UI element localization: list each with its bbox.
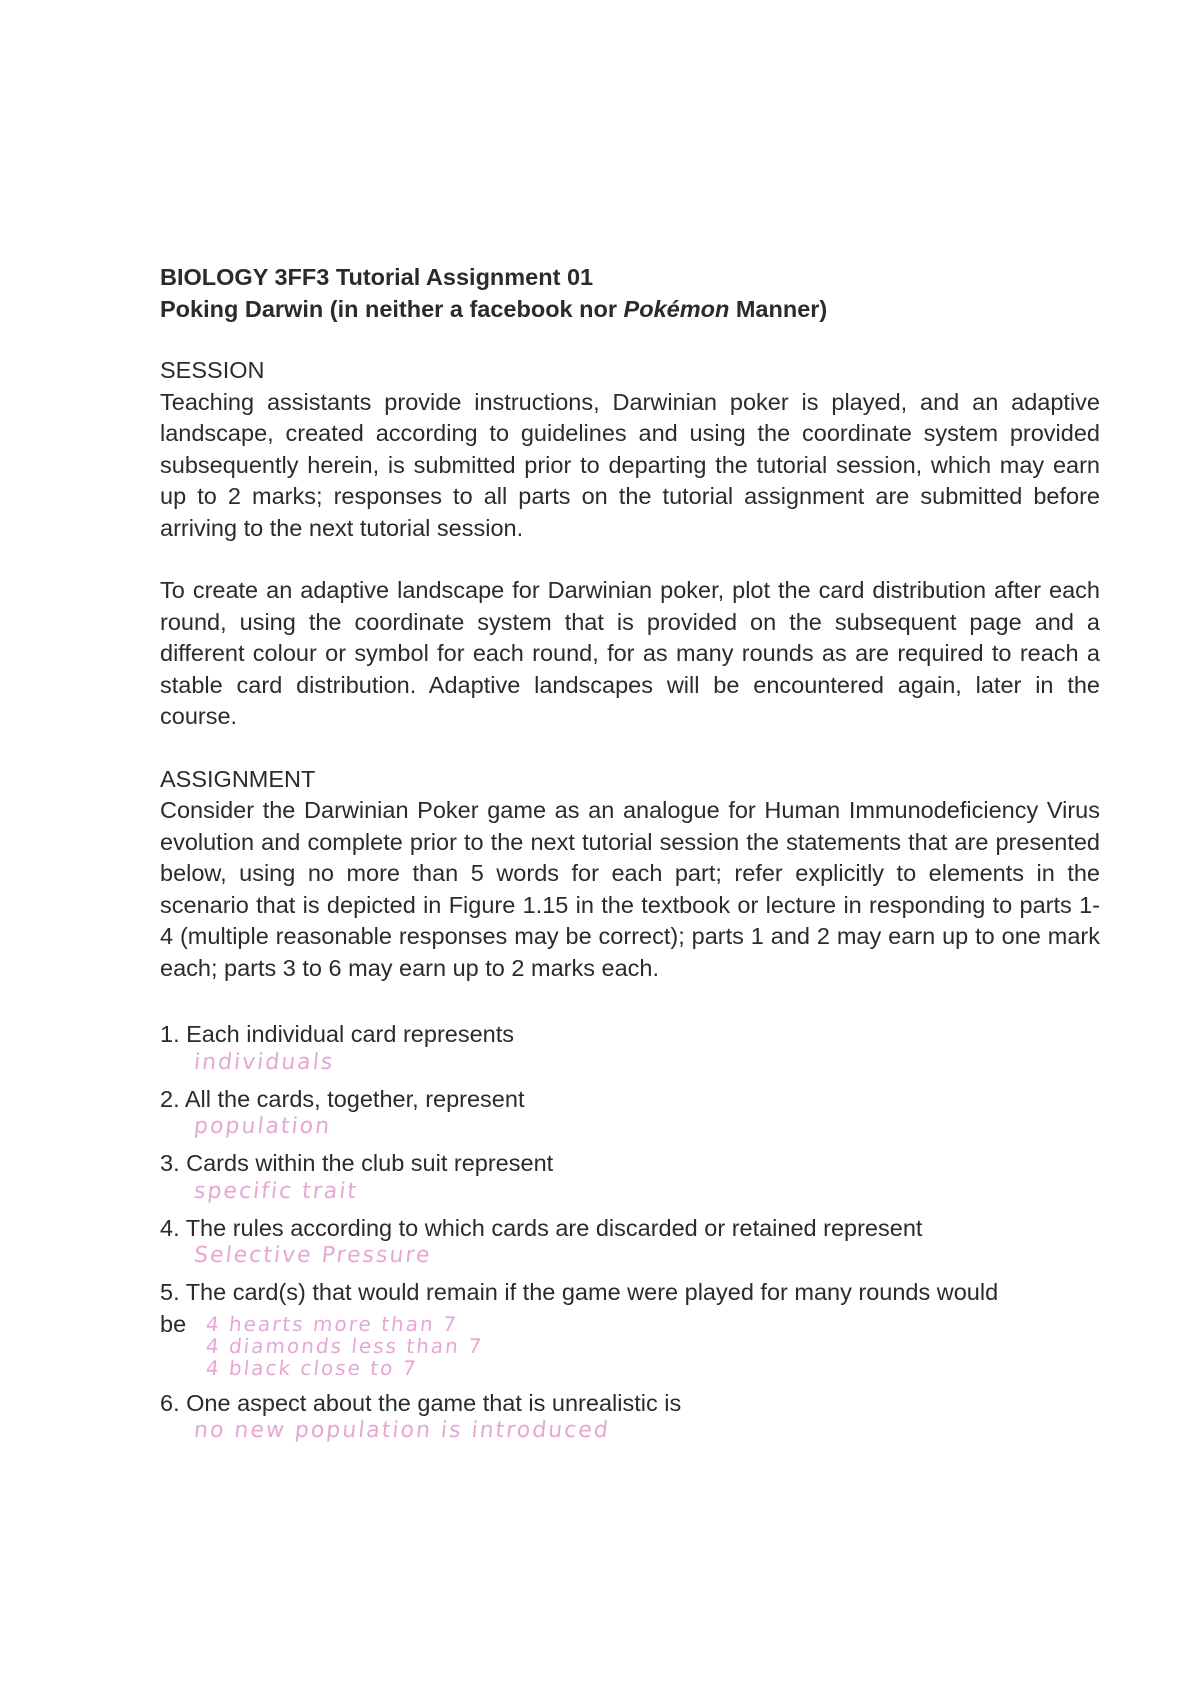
question-1	[160, 1019, 1100, 1075]
title-line-1: BIOLOGY 3FF3 Tutorial Assignment 01	[160, 264, 594, 290]
title-line-2-post: Manner)	[729, 295, 828, 322]
session-paragraph-1: Teaching assistants provide instructions, Darwinian poker is played, and an adaptive landscape, created according to guidelines and using the coordinate system provided subsequently herein, is submitted prior to departing the tutorial session, which may earn up to 2 marks; responses to all parts on the tutorial assignment are submitted before arriving to the next tutorial session.	[160, 388, 1100, 541]
title-line-2-pre: Poking Darwin (in neither a facebook nor	[160, 295, 624, 322]
question-6-text: 6. One aspect about the game that is unrealistic is	[160, 1389, 682, 1416]
question-4-answer: Selective Pressure	[192, 1243, 433, 1268]
question-5-answers	[206, 1313, 483, 1379]
question-6-answer: no new population is introduced	[192, 1418, 612, 1443]
question-2-text: 2. All the cards, together, represent	[160, 1085, 525, 1112]
question-3-text: 3. Cards within the club suit represent	[160, 1150, 554, 1176]
question-list	[160, 1019, 1100, 1443]
question-5-answer-2: 4 diamonds less than 7	[204, 1333, 485, 1358]
question-2	[160, 1084, 1100, 1140]
title-line-2-em: Pokémon	[623, 295, 730, 322]
question-6	[160, 1388, 1100, 1444]
assignment-content	[160, 262, 1100, 1443]
question-5-text-line-2: be	[160, 1310, 187, 1337]
question-1-text: 1. Each individual card represents	[160, 1021, 515, 1047]
question-5-text: 5. The card(s) that would remain if the game were played for many rounds would	[160, 1279, 999, 1305]
session-paragraph-2: To create an adaptive landscape for Darwinian poker, plot the card distribution after each round, using the coordinate system that is provided on the subsequent page and a different colour or symbol for each round, for as many rounds as are required to reach a stable card distribution. Adaptive landscapes will be encountered again, later in the course.	[160, 577, 1100, 729]
document-title	[160, 262, 1100, 325]
assignment-paragraph: Consider the Darwinian Poker game as an analogue for Human Immunodeficiency Virus evolution and complete prior to the next tutorial session the statements that are presented below, using no more than 5 words for each part; refer explicitly to elements in the scenario that is depicted in Figure 1.15 in the textbook or lecture in responding to parts 1-4 (multiple reasonable responses may be correct); parts 1 and 2 may earn up to one mark each; parts 3 to 6 may earn up to 2 marks each.	[160, 797, 1100, 981]
question-4	[160, 1213, 1100, 1269]
question-4-text: 4. The rules according to which cards are discarded or retained represent	[160, 1214, 923, 1241]
session-heading: SESSION	[160, 357, 265, 383]
question-1-answer: individuals	[192, 1049, 336, 1075]
question-5	[160, 1277, 1100, 1379]
question-3	[160, 1148, 1100, 1204]
question-5-answer-1: 4 hearts more than 7	[204, 1311, 460, 1336]
assignment-heading: ASSIGNMENT	[160, 765, 316, 792]
question-5-answer-3: 4 black close to 7	[204, 1355, 419, 1380]
question-3-answer: specific trait	[192, 1178, 360, 1204]
question-2-answer: population	[192, 1114, 333, 1139]
question-5-row	[160, 1309, 1100, 1379]
